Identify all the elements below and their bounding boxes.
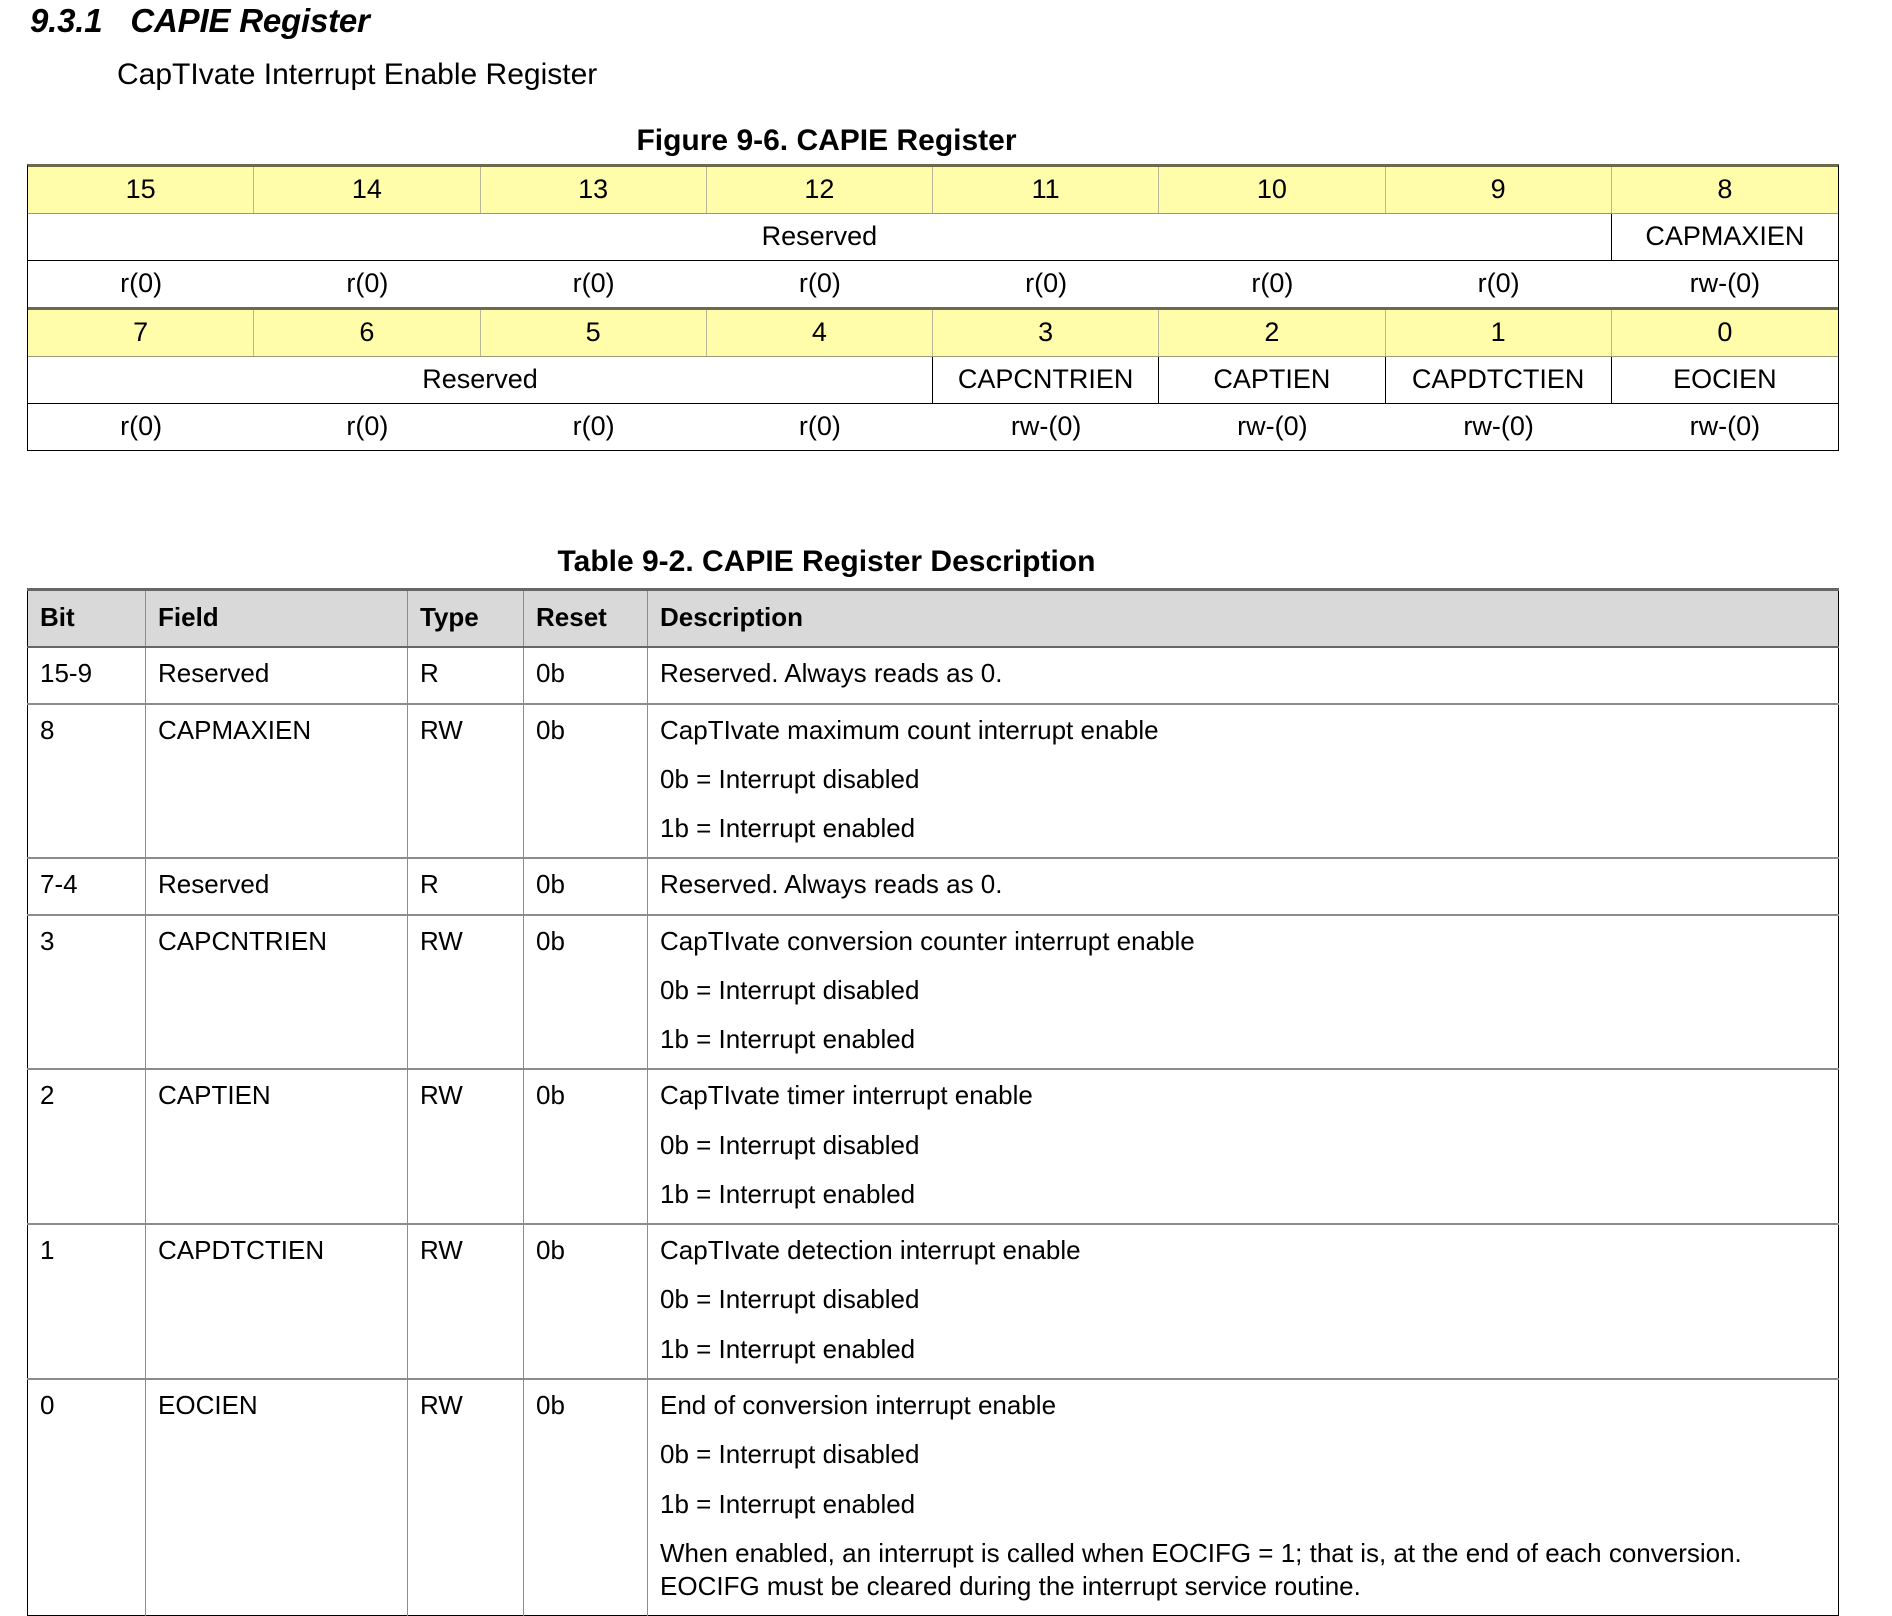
description-line: 1b = Interrupt enabled — [660, 1024, 916, 1055]
table-title: Table 9-2. CAPIE Register Description — [557, 545, 1096, 578]
cell-description — [648, 1069, 1839, 1224]
description-line: 1b = Interrupt enabled — [660, 813, 916, 844]
cell-type: RW — [408, 704, 524, 859]
column-header-type: Type — [408, 590, 524, 648]
cell-reset: 0b — [524, 704, 648, 859]
table-row — [28, 704, 1839, 859]
column-header-field: Field — [146, 590, 408, 648]
bit-number-cell: 4 — [707, 310, 933, 356]
table-row — [28, 915, 1839, 1070]
cell-description — [648, 704, 1839, 859]
cell-reset: 0b — [524, 915, 648, 1070]
cell-type: R — [408, 858, 524, 914]
figure-title: Figure 9-6. CAPIE Register — [636, 124, 1017, 157]
description-line: End of conversion interrupt enable — [660, 1389, 1057, 1420]
description-line: 1b = Interrupt enabled — [660, 1178, 916, 1209]
description-line: 0b = Interrupt disabled — [660, 1284, 920, 1315]
cell-field: Reserved — [146, 858, 408, 914]
register-access-types-high — [28, 261, 1838, 307]
bit-number-cell: 8 — [1717, 174, 1733, 204]
cell-bit: 1 — [28, 1224, 146, 1379]
description-line: Reserved. Always reads as 0. — [660, 658, 1003, 689]
description-line: 0b = Interrupt disabled — [660, 974, 920, 1005]
cell-type: R — [408, 647, 524, 703]
bit-number-cell: 2 — [1159, 310, 1385, 356]
bit-number-cell: 1 — [1386, 310, 1612, 356]
access-type-cell: r(0) — [346, 268, 389, 298]
bit-number-cell: 6 — [254, 310, 480, 356]
table-row — [28, 1379, 1839, 1616]
cell-field: CAPTIEN — [146, 1069, 408, 1224]
column-header-description: Description — [648, 590, 1839, 648]
cell-type: RW — [408, 1224, 524, 1379]
section-title: CAPIE Register — [130, 2, 370, 39]
description-line: 0b = Interrupt disabled — [660, 763, 920, 794]
register-access-types-low — [28, 404, 1838, 450]
access-type-cell: rw-(0) — [1237, 411, 1308, 441]
bit-number-cell: 5 — [481, 310, 707, 356]
cell-reset: 0b — [524, 1379, 648, 1616]
cell-description — [648, 1224, 1839, 1379]
cell-bit: 0 — [28, 1379, 146, 1616]
column-header-bit: Bit — [28, 590, 146, 648]
cell-reset: 0b — [524, 858, 648, 914]
table-header-row — [28, 590, 1839, 648]
column-header-reset: Reset — [524, 590, 648, 648]
cell-description — [648, 647, 1839, 703]
cell-field: Reserved — [146, 647, 408, 703]
access-type-cell: r(0) — [346, 411, 389, 441]
register-bit-numbers-high — [28, 167, 1838, 214]
cell-field: CAPDTCTIEN — [146, 1224, 408, 1379]
cell-bit: 8 — [28, 704, 146, 859]
cell-reset: 0b — [524, 647, 648, 703]
field-name-cell: CAPDTCTIEN — [1386, 357, 1612, 403]
bit-number-cell: 9 — [1386, 167, 1612, 213]
cell-type: RW — [408, 1069, 524, 1224]
description-line: Reserved. Always reads as 0. — [660, 869, 1003, 900]
access-type-cell: rw-(0) — [1463, 411, 1534, 441]
bit-number-cell: 15 — [28, 167, 254, 213]
cell-type: RW — [408, 915, 524, 1070]
description-line: 1b = Interrupt enabled — [660, 1488, 916, 1519]
field-name-cell: CAPMAXIEN — [1645, 221, 1805, 251]
description-line: When enabled, an interrupt is called when EOCIFG = 1; that is, at the end of each conversion. EOCIFG must be cleared during the interrupt service routine. — [660, 1537, 1742, 1602]
cell-bit: 3 — [28, 915, 146, 1070]
register-bit-numbers-low — [28, 307, 1838, 357]
cell-description — [648, 858, 1839, 914]
bit-number-cell: 11 — [933, 167, 1159, 213]
bit-number-cell: 3 — [933, 310, 1159, 356]
cell-field: CAPMAXIEN — [146, 704, 408, 859]
table-row — [28, 1224, 1839, 1379]
bit-number-cell: 12 — [707, 167, 933, 213]
access-type-cell: r(0) — [1025, 268, 1068, 298]
bit-number-cell: 7 — [28, 310, 254, 356]
cell-description — [648, 1379, 1839, 1616]
access-type-cell: rw-(0) — [1689, 268, 1761, 298]
description-line: CapTIvate conversion counter interrupt enable — [660, 925, 1195, 956]
section-heading — [30, 2, 370, 40]
field-name-cell: Reserved — [28, 357, 933, 403]
access-type-cell: rw-(0) — [1689, 411, 1761, 441]
description-line: 1b = Interrupt enabled — [660, 1333, 916, 1364]
table-body — [28, 647, 1839, 1616]
cell-bit: 2 — [28, 1069, 146, 1224]
access-type-cell: r(0) — [798, 268, 841, 298]
description-line: CapTIvate timer interrupt enable — [660, 1080, 1033, 1111]
cell-type: RW — [408, 1379, 524, 1616]
bit-number-cell: 10 — [1159, 167, 1385, 213]
cell-description — [648, 915, 1839, 1070]
access-type-cell: r(0) — [1251, 268, 1294, 298]
description-line: CapTIvate detection interrupt enable — [660, 1235, 1081, 1266]
section-subtitle: CapTIvate Interrupt Enable Register — [117, 58, 598, 91]
cell-reset: 0b — [524, 1224, 648, 1379]
access-type-cell: r(0) — [120, 411, 163, 441]
section-number: 9.3.1 — [30, 2, 103, 39]
description-line: 0b = Interrupt disabled — [660, 1129, 920, 1160]
register-field-names-high — [28, 214, 1838, 261]
register-bit-figure — [27, 164, 1839, 451]
bit-number-cell: 0 — [1717, 317, 1733, 347]
access-type-cell: rw-(0) — [1010, 411, 1082, 441]
table-row — [28, 647, 1839, 703]
register-description-table — [27, 588, 1839, 1616]
cell-field: CAPCNTRIEN — [146, 915, 408, 1070]
access-type-cell: r(0) — [798, 411, 841, 441]
bit-number-cell: 14 — [254, 167, 480, 213]
field-name-cell: Reserved — [28, 214, 1612, 260]
bit-number-cell: 13 — [481, 167, 707, 213]
cell-bit: 7-4 — [28, 858, 146, 914]
access-type-cell: r(0) — [120, 268, 163, 298]
table-row — [28, 858, 1839, 914]
field-name-cell: CAPCNTRIEN — [933, 357, 1159, 403]
description-line: 0b = Interrupt disabled — [660, 1439, 920, 1470]
field-name-cell: CAPTIEN — [1159, 357, 1385, 403]
access-type-cell: r(0) — [1477, 268, 1520, 298]
access-type-cell: r(0) — [572, 411, 615, 441]
field-name-cell: EOCIEN — [1673, 364, 1777, 394]
register-field-names-low — [28, 357, 1838, 404]
table-row — [28, 1069, 1839, 1224]
access-type-cell: r(0) — [572, 268, 615, 298]
cell-bit: 15-9 — [28, 647, 146, 703]
cell-reset: 0b — [524, 1069, 648, 1224]
description-line: CapTIvate maximum count interrupt enable — [660, 714, 1159, 745]
cell-field: EOCIEN — [146, 1379, 408, 1616]
